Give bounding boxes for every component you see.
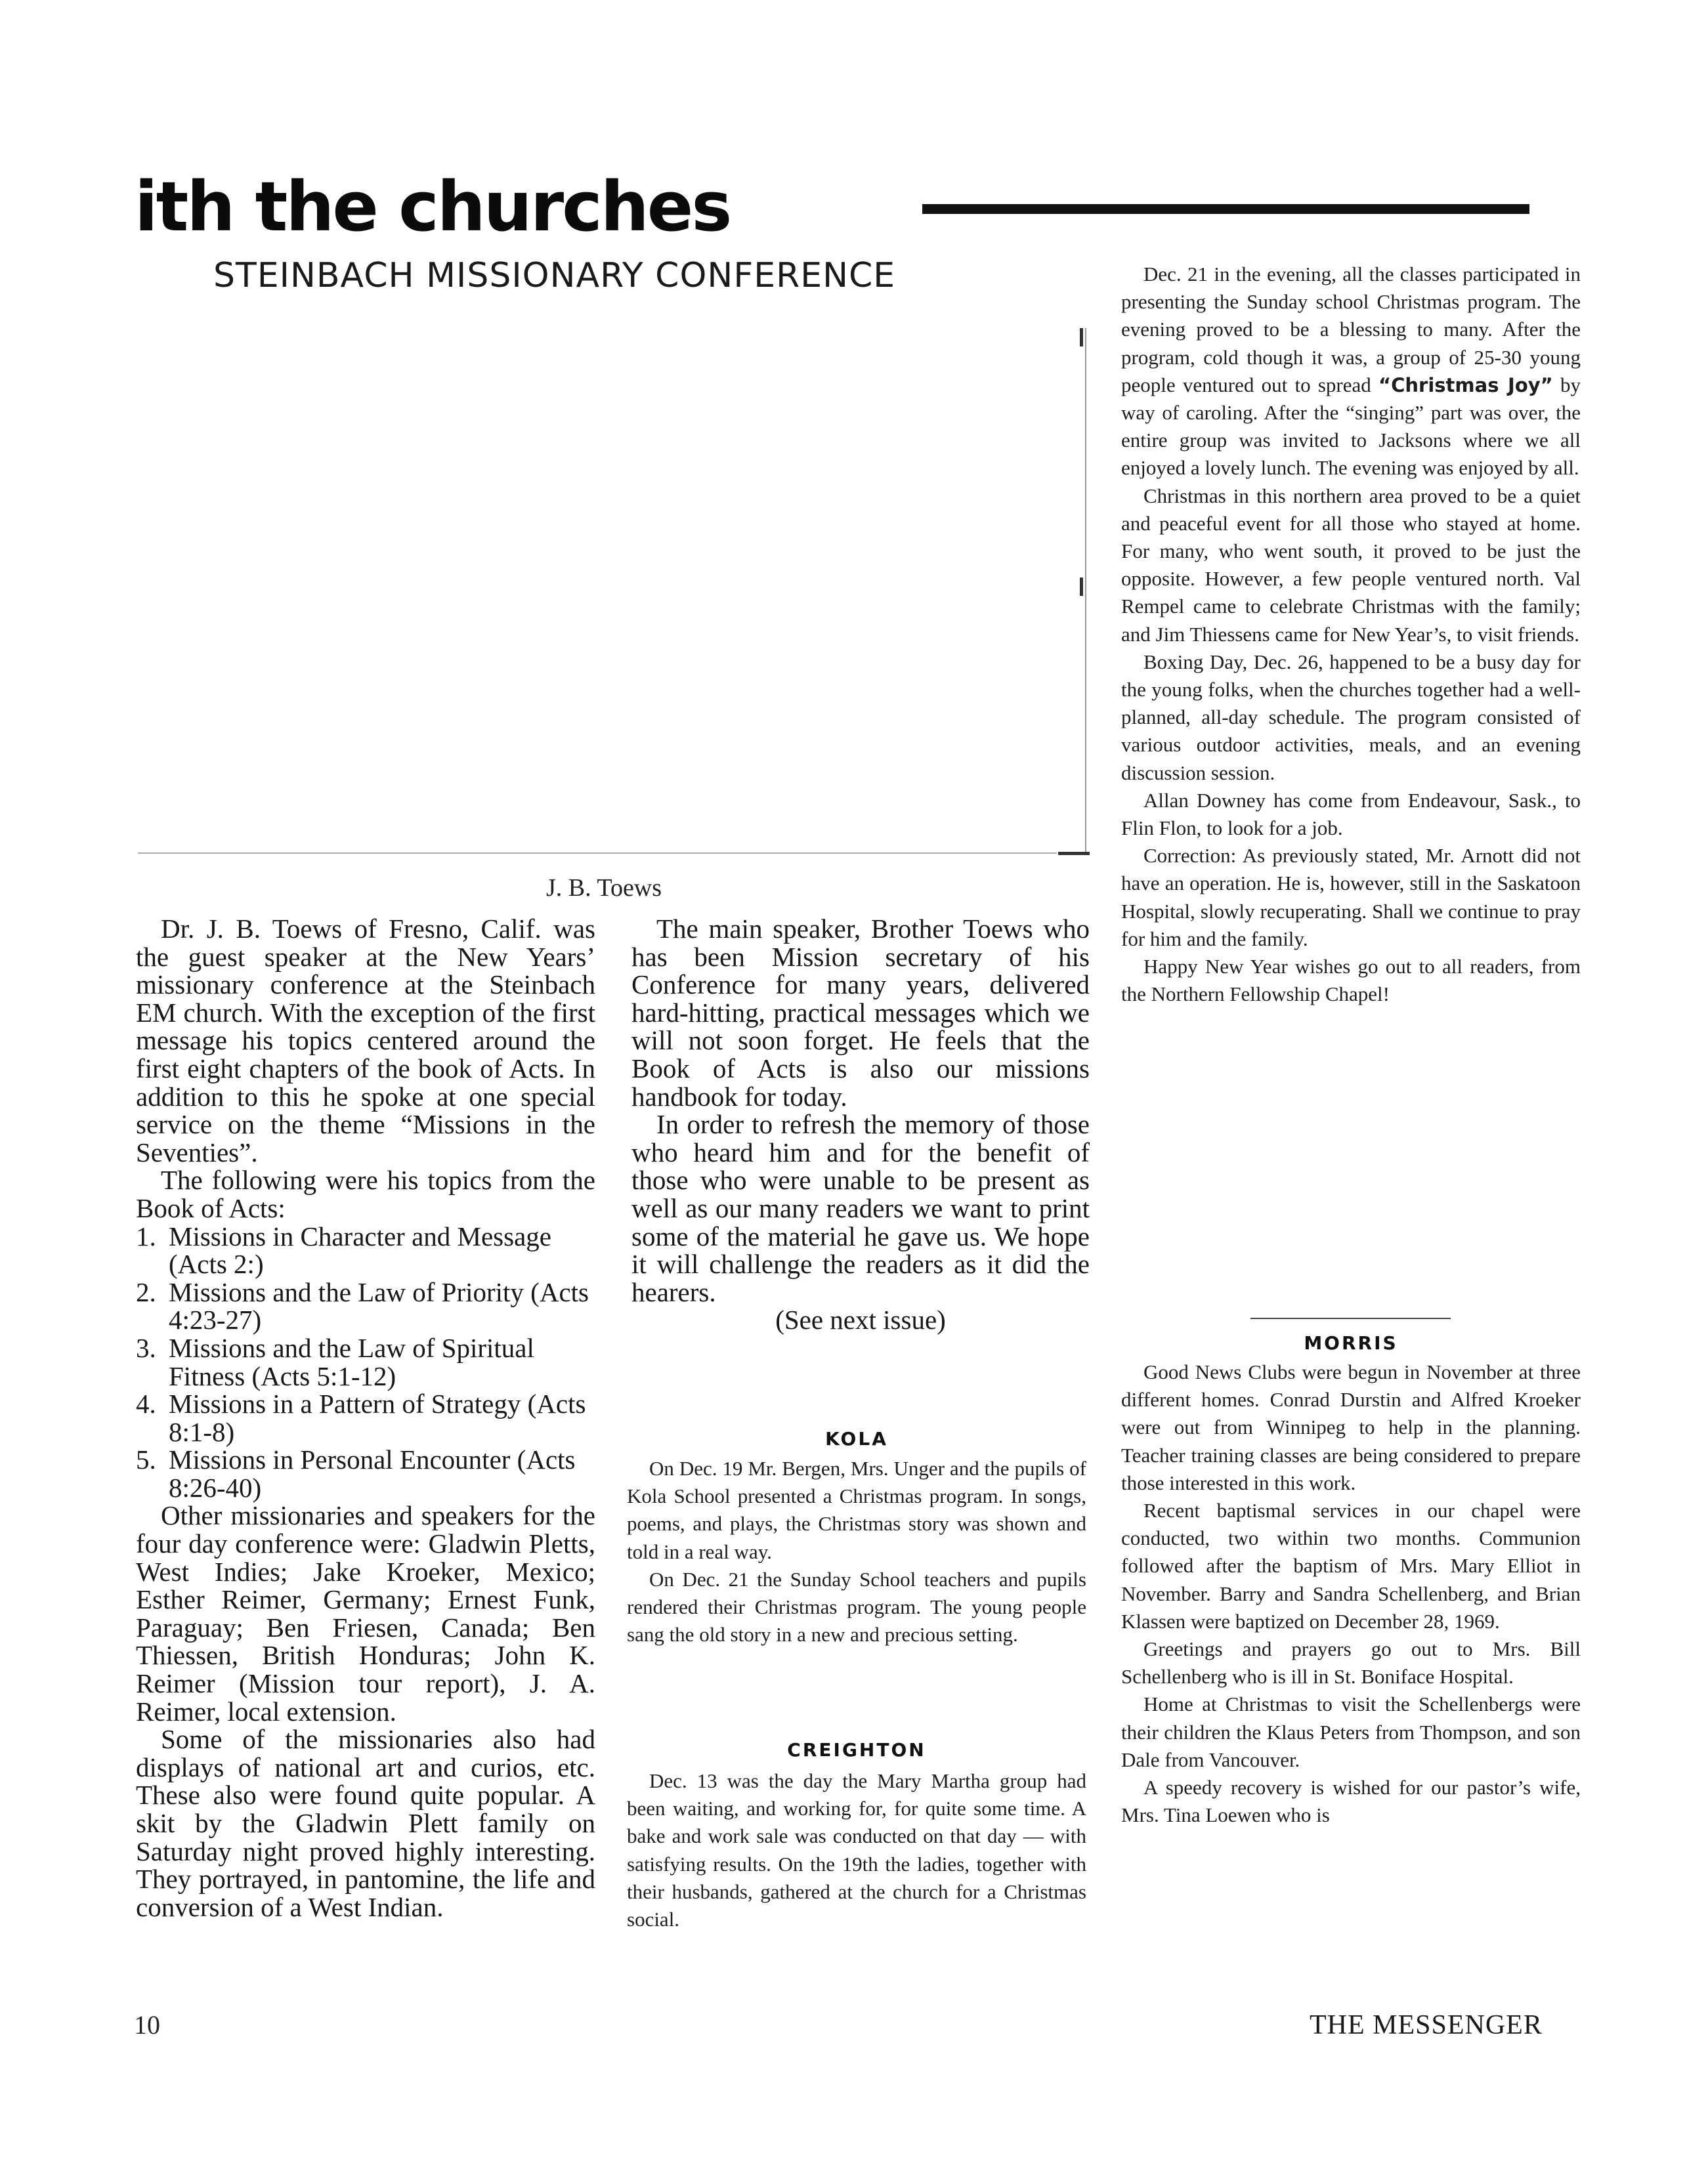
paragraph: Greetings and prayers go out to Mrs. Bill Schellenberg who is ill in St. Boniface Hospital. (1121, 1637, 1581, 1689)
paragraph: Recent baptismal services in our chapel were conducted, two within two months. Communion followed after the baptism of Mrs. Mary Elliot in November. Barry and Sandra Schellenberg, and Brian Klassen were baptized on December 28, 1969. (1121, 1499, 1581, 1633)
list-text: Missions in a Pattern of Strategy (Acts 8:1-8) (169, 1389, 586, 1447)
photo-corner-mark (1058, 852, 1090, 855)
section-heading-morris: MORRIS (1304, 1332, 1398, 1354)
list-item (136, 1223, 595, 1278)
section-divider (1250, 1318, 1451, 1319)
list-number: 1. (136, 1221, 156, 1251)
news-column-3 (1121, 261, 1581, 1008)
page-number: 10 (134, 2010, 160, 2040)
publication-name: THE MESSENGER (1310, 2010, 1543, 2040)
paragraph: Christmas in this northern area proved to be a quiet and peaceful event for all those who stayed at home. For many, who went south, it proved to be just the opposite. However, a few people ventured north. Val Rempel came to celebrate Christmas with the family; and Jim Thiessens came for New Year’s, to visit friends. (1121, 484, 1581, 646)
photo-border-right (1085, 328, 1086, 853)
morris-news (1121, 1358, 1581, 1829)
section-title: STEINBACH MISSIONARY CONFERENCE (213, 256, 896, 295)
photo-edge-mark (1080, 578, 1083, 596)
article-column-2 (631, 915, 1090, 1334)
list-item (136, 1278, 595, 1334)
paragraph: The following were his topics from the Book of Acts: (136, 1165, 595, 1223)
masthead-rule (922, 204, 1529, 214)
paragraph: Good News Clubs were begun in November at three different homes. Conrad Durstin and Alfred Kroeker were out from Winnipeg to help in the planning. Teacher training classes are being considered to prepare those interested in this work. (1121, 1360, 1581, 1494)
list-number: 2. (136, 1276, 156, 1307)
paragraph: On Dec. 19 Mr. Bergen, Mrs. Unger and the pupils of Kola School presented a Christmas program. In songs, poems, and plays, the Christmas story was shown and told in a real way. (627, 1457, 1086, 1563)
list-item (136, 1446, 595, 1502)
list-item (136, 1334, 595, 1390)
list-number: 3. (136, 1332, 156, 1363)
list-item (136, 1390, 595, 1446)
text-run: by way of caroling. After the “singing” part was over, the entire group was invited to Jacksons where we all enjoyed a lovely lunch. The evening was enjoyed by all. (1121, 373, 1581, 480)
kola-news (627, 1455, 1086, 1648)
paragraph: Home at Christmas to visit the Schellenbergs were their children the Klaus Peters from Thompson, and son Dale from Vancouver. (1121, 1692, 1581, 1771)
paragraph: Happy New Year wishes go out to all readers, from the Northern Fellowship Chapel! (1121, 955, 1581, 1006)
paragraph: A speedy recovery is wished for our pastor’s wife, Mrs. Tina Loewen who is (1121, 1776, 1581, 1827)
see-next-issue: (See next issue) (775, 1305, 946, 1335)
list-text: Missions and the Law of Spiritual Fitness (Acts 5:1-12) (169, 1332, 534, 1391)
creighton-news (627, 1767, 1086, 1933)
article-column-1 (136, 915, 595, 1921)
list-text: Missions and the Law of Priority (Acts 4:23-27) (169, 1276, 589, 1335)
photo-border-bottom (138, 852, 1057, 854)
photo-placeholder (138, 295, 1086, 853)
paragraph: On Dec. 21 the Sunday School teachers and pupils rendered their Christmas program. The young people sang the old story in a new and precious setting. (627, 1567, 1086, 1647)
paragraph: Boxing Day, Dec. 26, happened to be a busy day for the young folks, when the churches together had a well-planned, all-day schedule. The program consisted of various outdoor activities, meals, and an evening discussion session. (1121, 650, 1581, 784)
paragraph (1121, 261, 1581, 482)
list-text: Missions in Personal Encounter (Acts 8:26-40) (169, 1444, 576, 1503)
photo-edge-mark (1080, 328, 1083, 346)
text-run: Dec. 21 in the evening, all the classes participated in presenting the Sunday school Christmas program. The evening proved to be a blessing to many. After the program, cold though it was, a group of 25-30 young people ventured out to spread (1121, 262, 1581, 396)
paragraph: Correction: As previously stated, Mr. Arnott did not have an operation. He is, however, still in the Saskatoon Hospital, slowly recuperating. Shall we continue to pray for him and the family. (1121, 844, 1581, 950)
paragraph: In order to refresh the memory of those who heard him and for the benefit of those who were unable to be present as well as our many readers we want to print some of the material he gave us. We hope it will challenge the readers as it did the hearers. (631, 1109, 1090, 1307)
paragraph: Some of the missionaries also had displays of national art and curios, etc. These also were found quite popular. A skit by the Gladwin Plett family on Saturday night proved highly interesting. They portrayed, in pantomine, the life and conversion of a West Indian. (136, 1724, 595, 1922)
list-number: 5. (136, 1444, 156, 1475)
paragraph: The main speaker, Brother Toews who has been Mission secretary of his Conference for many years, delivered hard-hitting, practical messages which we will not soon forget. He feels that the Book of Acts is also our missions handbook for today. (631, 914, 1090, 1112)
paragraph: Allan Downey has come from Endeavour, Sask., to Flin Flon, to look for a job. (1121, 788, 1581, 840)
paragraph: Dec. 13 was the day the Mary Martha group had been waiting, and working for, for quite some time. A bake and work sale was conducted on that day — with satisfying results. On the 19th the ladies, together with their husbands, gathered at the church for a Christmas social. (627, 1769, 1086, 1931)
section-heading-kola: KOLA (825, 1428, 888, 1450)
paragraph: Other missionaries and speakers for the four day conference were: Gladwin Pletts, West Indies; Jake Kroeker, Mexico; Esther Reimer, Germany; Ernest Funk, Paraguay; Ben Friesen, Canada; Ben Thiessen, British Honduras; John K. Reimer (Mission tour report), J. A. Reimer, local extension. (136, 1500, 595, 1727)
list-text: Missions in Character and Message (Acts 2:) (169, 1221, 551, 1280)
paragraph: Dr. J. B. Toews of Fresno, Calif. was the guest speaker at the New Years’ missionary conference at the Steinbach EM church. With the exception of the first message his topics centered around the first eight chapters of the book of Acts. In addition to this he spoke at one special service on the theme “Missions in the Seventies”. (136, 914, 595, 1167)
topic-list (136, 1223, 595, 1502)
masthead-title: ith the churches (135, 167, 731, 247)
bold-phrase: “Christmas Joy” (1378, 373, 1553, 396)
photo-caption: J. B. Toews (545, 874, 662, 902)
list-number: 4. (136, 1389, 156, 1419)
section-heading-creighton: CREIGHTON (787, 1739, 926, 1761)
